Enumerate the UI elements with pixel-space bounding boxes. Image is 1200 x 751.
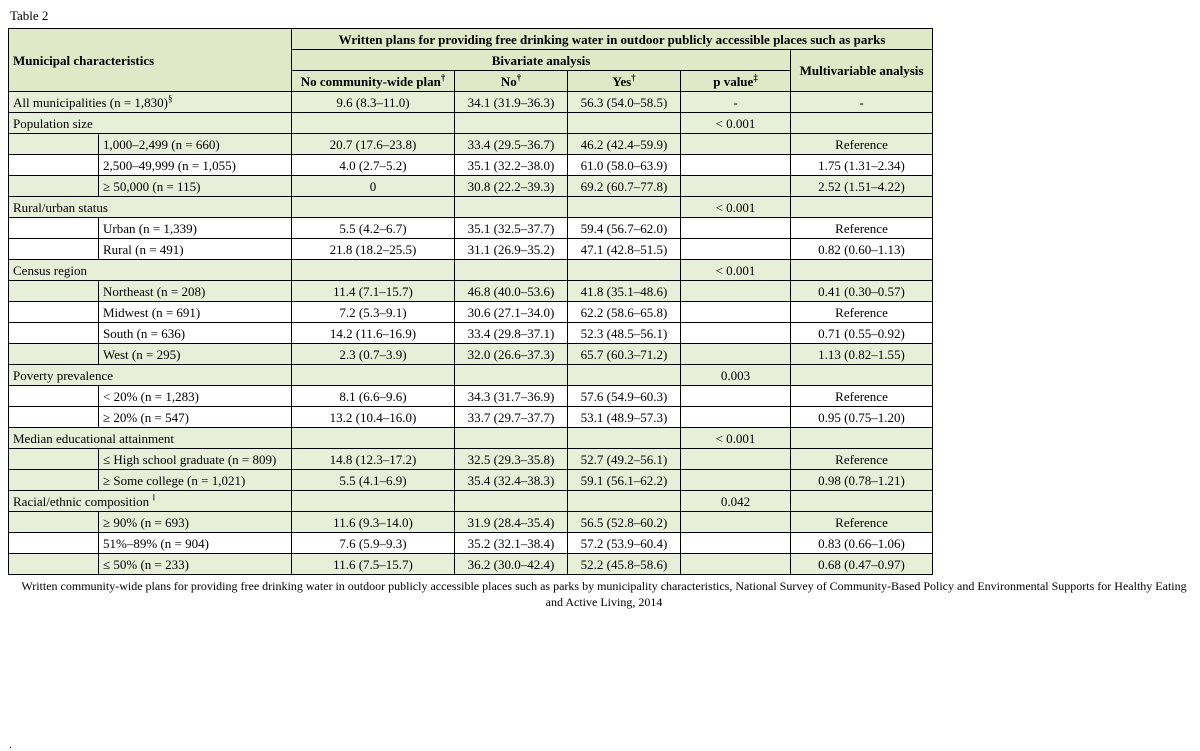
table-row	[9, 344, 933, 365]
cell-no-community-wide-plan: 11.6 (9.3–14.0)	[292, 512, 455, 533]
row-label-subcategory: South (n = 636)	[99, 323, 292, 344]
cell-p-value	[681, 386, 791, 407]
header-multivariable-analysis: Multivariable analysis	[791, 50, 933, 92]
data-table	[8, 28, 933, 575]
table-row	[9, 554, 933, 575]
cell-p-value	[681, 155, 791, 176]
table-row	[9, 302, 933, 323]
cell-multivariable	[791, 113, 933, 134]
table-row	[9, 365, 933, 386]
cell-yes: 47.1 (42.8–51.5)	[568, 239, 681, 260]
row-indent-cell	[9, 449, 99, 470]
row-label-group: Rural/urban status	[9, 197, 292, 218]
table-row	[9, 239, 933, 260]
cell-no: 46.8 (40.0–53.6)	[455, 281, 568, 302]
cell-no	[455, 197, 568, 218]
cell-multivariable	[791, 428, 933, 449]
row-indent-cell	[9, 218, 99, 239]
header-no-community-wide-plan: No community-wide plan†	[292, 71, 455, 92]
table-row	[9, 533, 933, 554]
cell-no: 30.6 (27.1–34.0)	[455, 302, 568, 323]
table-row	[9, 134, 933, 155]
cell-p-value	[681, 449, 791, 470]
cell-no	[455, 491, 568, 512]
cell-no-community-wide-plan: 4.0 (2.7–5.2)	[292, 155, 455, 176]
cell-p-value	[681, 470, 791, 491]
cell-p-value	[681, 323, 791, 344]
table-row	[9, 449, 933, 470]
table-footnote: Written community-wide plans for providing free drinking water in outdoor publicly accessible places such as parks by municipality characteristics, National Survey of Community-Based Policy and Environmental Supports for Healthy Eating and Active Living, 2014	[21, 579, 1187, 609]
cell-yes: 52.2 (45.8–58.6)	[568, 554, 681, 575]
cell-no-community-wide-plan: 5.5 (4.1–6.9)	[292, 470, 455, 491]
cell-yes	[568, 428, 681, 449]
cell-no-community-wide-plan	[292, 365, 455, 386]
cell-multivariable	[791, 365, 933, 386]
cell-multivariable: 0.83 (0.66–1.06)	[791, 533, 933, 554]
cell-no	[455, 260, 568, 281]
cell-p-value: < 0.001	[681, 197, 791, 218]
cell-no-community-wide-plan: 13.2 (10.4–16.0)	[292, 407, 455, 428]
cell-multivariable: Reference	[791, 218, 933, 239]
row-indent-cell	[9, 302, 99, 323]
cell-no-community-wide-plan	[292, 260, 455, 281]
cell-no-community-wide-plan	[292, 428, 455, 449]
dagger-symbol: †	[516, 72, 522, 83]
row-label-group: Census region	[9, 260, 292, 281]
cell-no: 35.1 (32.2–38.0)	[455, 155, 568, 176]
cell-p-value	[681, 344, 791, 365]
row-label-subcategory: Urban (n = 1,339)	[99, 218, 292, 239]
row-indent-cell	[9, 239, 99, 260]
cell-yes	[568, 197, 681, 218]
row-label-group: Poverty prevalence	[9, 365, 292, 386]
cell-no	[455, 428, 568, 449]
cell-no-community-wide-plan: 21.8 (18.2–25.5)	[292, 239, 455, 260]
row-label-subcategory: West (n = 295)	[99, 344, 292, 365]
cell-multivariable: 0.41 (0.30–0.57)	[791, 281, 933, 302]
dagger-symbol: †	[631, 72, 636, 83]
footnote-symbol: ‖	[152, 492, 155, 503]
cell-multivariable: Reference	[791, 386, 933, 407]
row-indent-cell	[9, 470, 99, 491]
cell-yes: 59.4 (56.7–62.0)	[568, 218, 681, 239]
table-body	[9, 92, 933, 575]
header-municipal-characteristics: Municipal characteristics	[9, 29, 292, 92]
row-indent-cell	[9, 512, 99, 533]
row-label-subcategory: ≥ 50,000 (n = 115)	[99, 176, 292, 197]
cell-p-value: < 0.001	[681, 113, 791, 134]
cell-no: 34.3 (31.7–36.9)	[455, 386, 568, 407]
cell-multivariable: 0.71 (0.55–0.92)	[791, 323, 933, 344]
header-yes: Yes†	[568, 71, 681, 92]
row-indent-cell	[9, 323, 99, 344]
cell-no-community-wide-plan: 5.5 (4.2–6.7)	[292, 218, 455, 239]
cell-yes	[568, 260, 681, 281]
row-label-group: Racial/ethnic composition ‖	[9, 491, 292, 512]
cell-no: 35.4 (32.4–38.3)	[455, 470, 568, 491]
row-indent-cell	[9, 386, 99, 407]
cell-yes: 59.1 (56.1–62.2)	[568, 470, 681, 491]
table-row	[9, 260, 933, 281]
cell-yes: 65.7 (60.3–71.2)	[568, 344, 681, 365]
cell-no: 31.1 (26.9–35.2)	[455, 239, 568, 260]
cell-no: 33.7 (29.7–37.7)	[455, 407, 568, 428]
cell-no-community-wide-plan: 7.2 (5.3–9.1)	[292, 302, 455, 323]
row-indent-cell	[9, 344, 99, 365]
header-row-1	[9, 29, 933, 50]
table-row	[9, 323, 933, 344]
cell-yes: 57.6 (54.9–60.3)	[568, 386, 681, 407]
cell-multivariable: Reference	[791, 512, 933, 533]
cell-multivariable: Reference	[791, 134, 933, 155]
cell-multivariable: 0.82 (0.60–1.13)	[791, 239, 933, 260]
cell-p-value	[681, 302, 791, 323]
cell-yes: 56.5 (52.8–60.2)	[568, 512, 681, 533]
header-p-value: p value‡	[681, 71, 791, 92]
cell-yes: 62.2 (58.6–65.8)	[568, 302, 681, 323]
row-indent-cell	[9, 281, 99, 302]
row-indent-cell	[9, 554, 99, 575]
table-row	[9, 407, 933, 428]
cell-p-value: < 0.001	[681, 260, 791, 281]
double-dagger-symbol: ‡	[753, 72, 758, 83]
cell-multivariable: 1.13 (0.82–1.55)	[791, 344, 933, 365]
cell-p-value	[681, 176, 791, 197]
cell-no: 30.8 (22.2–39.3)	[455, 176, 568, 197]
trailing-mark: .	[9, 737, 12, 751]
row-label-subcategory: 51%–89% (n = 904)	[99, 533, 292, 554]
row-indent-cell	[9, 407, 99, 428]
cell-yes: 56.3 (54.0–58.5)	[568, 92, 681, 113]
cell-no: 32.0 (26.6–37.3)	[455, 344, 568, 365]
row-label-group: Median educational attainment	[9, 428, 292, 449]
dagger-symbol: †	[440, 72, 446, 83]
cell-no: 33.4 (29.8–37.1)	[455, 323, 568, 344]
footnote-symbol: §	[168, 93, 173, 104]
cell-no: 32.5 (29.3–35.8)	[455, 449, 568, 470]
cell-multivariable	[791, 197, 933, 218]
row-label-subcategory: ≥ 20% (n = 547)	[99, 407, 292, 428]
table-row	[9, 197, 933, 218]
row-label-subcategory: ≤ 50% (n = 233)	[99, 554, 292, 575]
cell-yes: 57.2 (53.9–60.4)	[568, 533, 681, 554]
table-row	[9, 386, 933, 407]
cell-no-community-wide-plan	[292, 197, 455, 218]
cell-no	[455, 365, 568, 386]
row-label-subcategory: ≥ Some college (n = 1,021)	[99, 470, 292, 491]
table-row	[9, 218, 933, 239]
cell-no-community-wide-plan: 2.3 (0.7–3.9)	[292, 344, 455, 365]
cell-p-value: < 0.001	[681, 428, 791, 449]
row-label-subcategory: 2,500–49,999 (n = 1,055)	[99, 155, 292, 176]
cell-p-value: 0.003	[681, 365, 791, 386]
row-indent-cell	[9, 155, 99, 176]
cell-no: 36.2 (30.0–42.4)	[455, 554, 568, 575]
cell-multivariable: 0.95 (0.75–1.20)	[791, 407, 933, 428]
cell-p-value	[681, 512, 791, 533]
cell-no	[455, 113, 568, 134]
cell-multivariable: 0.68 (0.47–0.97)	[791, 554, 933, 575]
row-indent-cell	[9, 533, 99, 554]
table-row	[9, 155, 933, 176]
cell-no: 34.1 (31.9–36.3)	[455, 92, 568, 113]
row-label-group: Population size	[9, 113, 292, 134]
cell-p-value	[681, 218, 791, 239]
cell-yes	[568, 491, 681, 512]
cell-yes: 46.2 (42.4–59.9)	[568, 134, 681, 155]
cell-multivariable: Reference	[791, 449, 933, 470]
cell-p-value: 0.042	[681, 491, 791, 512]
cell-yes: 61.0 (58.0–63.9)	[568, 155, 681, 176]
table-header	[9, 29, 933, 92]
cell-yes: 52.3 (48.5–56.1)	[568, 323, 681, 344]
cell-no-community-wide-plan: 7.6 (5.9–9.3)	[292, 533, 455, 554]
cell-multivariable	[791, 491, 933, 512]
cell-multivariable: 1.75 (1.31–2.34)	[791, 155, 933, 176]
row-label-subcategory: ≤ High school graduate (n = 809)	[99, 449, 292, 470]
table-row	[9, 92, 933, 113]
cell-multivariable: 0.98 (0.78–1.21)	[791, 470, 933, 491]
cell-no-community-wide-plan: 11.6 (7.5–15.7)	[292, 554, 455, 575]
cell-no: 33.4 (29.5–36.7)	[455, 134, 568, 155]
cell-multivariable: 2.52 (1.51–4.22)	[791, 176, 933, 197]
cell-no-community-wide-plan: 20.7 (17.6–23.8)	[292, 134, 455, 155]
cell-p-value	[681, 554, 791, 575]
cell-no: 35.1 (32.5–37.7)	[455, 218, 568, 239]
row-label-total: All municipalities (n = 1,830)§	[9, 92, 292, 113]
table-row	[9, 113, 933, 134]
cell-yes: 41.8 (35.1–48.6)	[568, 281, 681, 302]
row-indent-cell	[9, 134, 99, 155]
row-label-subcategory: Rural (n = 491)	[99, 239, 292, 260]
cell-multivariable: Reference	[791, 302, 933, 323]
cell-p-value: -	[681, 92, 791, 113]
cell-p-value	[681, 533, 791, 554]
cell-no-community-wide-plan	[292, 113, 455, 134]
cell-no-community-wide-plan: 14.8 (12.3–17.2)	[292, 449, 455, 470]
row-label-subcategory: Northeast (n = 208)	[99, 281, 292, 302]
cell-no-community-wide-plan: 9.6 (8.3–11.0)	[292, 92, 455, 113]
row-label-subcategory: 1,000–2,499 (n = 660)	[99, 134, 292, 155]
cell-yes	[568, 113, 681, 134]
table-caption: Table 2	[10, 8, 49, 23]
table-row	[9, 512, 933, 533]
cell-no: 31.9 (28.4–35.4)	[455, 512, 568, 533]
cell-p-value	[681, 134, 791, 155]
row-label-subcategory: < 20% (n = 1,283)	[99, 386, 292, 407]
cell-p-value	[681, 281, 791, 302]
cell-yes	[568, 365, 681, 386]
row-indent-cell	[9, 176, 99, 197]
header-bivariate-analysis: Bivariate analysis	[292, 50, 791, 71]
cell-p-value	[681, 239, 791, 260]
cell-no-community-wide-plan: 8.1 (6.6–9.6)	[292, 386, 455, 407]
cell-no-community-wide-plan: 14.2 (11.6–16.9)	[292, 323, 455, 344]
row-label-subcategory: ≥ 90% (n = 693)	[99, 512, 292, 533]
cell-no-community-wide-plan	[292, 491, 455, 512]
cell-multivariable: -	[791, 92, 933, 113]
cell-yes: 69.2 (60.7–77.8)	[568, 176, 681, 197]
table-row	[9, 491, 933, 512]
cell-no-community-wide-plan: 11.4 (7.1–15.7)	[292, 281, 455, 302]
cell-yes: 53.1 (48.9–57.3)	[568, 407, 681, 428]
header-no: No†	[455, 71, 568, 92]
cell-p-value	[681, 407, 791, 428]
header-written-plans: Written plans for providing free drinking water in outdoor publicly accessible places such as parks	[292, 29, 933, 50]
cell-no: 35.2 (32.1–38.4)	[455, 533, 568, 554]
table-row	[9, 470, 933, 491]
cell-multivariable	[791, 260, 933, 281]
cell-no-community-wide-plan: 0	[292, 176, 455, 197]
table-row	[9, 176, 933, 197]
table-row	[9, 281, 933, 302]
cell-yes: 52.7 (49.2–56.1)	[568, 449, 681, 470]
row-label-subcategory: Midwest (n = 691)	[99, 302, 292, 323]
table-row	[9, 428, 933, 449]
